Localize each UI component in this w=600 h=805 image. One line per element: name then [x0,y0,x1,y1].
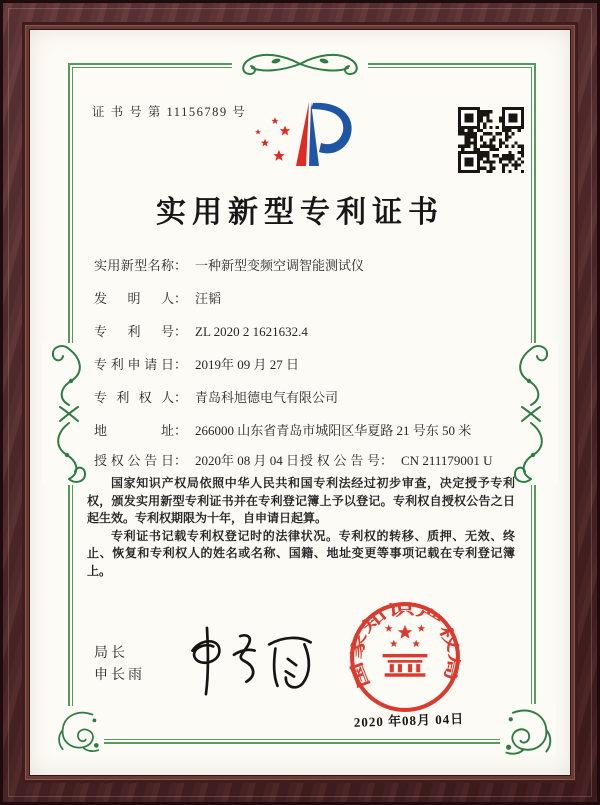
signer-title: 局长 [94,644,128,660]
field-row-grant [94,450,524,470]
field-label: 授权公告号 [300,453,380,468]
field-value: 一种新型变频空调智能测试仪 [195,258,365,273]
field-row-address [94,420,524,440]
field-value: 2019年 09 月 27 日 [195,357,300,372]
field-colon: ： [174,390,188,405]
field-label: 实用新型名称 [94,258,174,273]
legal-paragraph-1: 国家知识产权局依照中华人民共和国专利法经过初步审查，决定授予专利权，颁发实用新型专利证书并在专利登记簿上予以登记。专利权自授权公告之日起生效。专利权期限为十年，自申请日起算。 [87,476,515,525]
national-emblem-icon [383,624,428,676]
handwritten-signature-icon [180,623,320,699]
qr-code-icon [458,107,524,173]
certificate-paper [30,30,570,775]
field-value: 2020年 08 月 04 日 [195,453,300,468]
field-colon: ： [174,291,188,306]
field-label: 授权公告日 [94,453,174,468]
field-row-inventor [94,288,524,308]
field-colon: ： [174,258,188,273]
field-value: CN 211179001 U [401,453,493,468]
field-label: 地址 [94,423,174,438]
field-label: 专利权人 [94,390,174,405]
field-row-patent-number [94,321,524,341]
field-colon: ： [174,324,188,339]
field-value: 汪韬 [195,291,222,306]
seal-text: 国家知识产权局 [348,601,462,691]
seal-date: 2020 年08月 04日 [353,711,465,730]
field-row-filing-date [94,354,524,374]
floral-ornament-bottom-left [54,706,104,754]
field-colon: ： [380,453,394,468]
svg-text:国家知识产权局 [348,600,462,690]
signer-name: 申长雨 [94,666,145,682]
field-pair-grant-number [300,450,493,469]
field-row-patentee [94,387,524,407]
certificate-title: 实用新型专利证书 [156,196,444,229]
floral-ornament-bottom-right [500,704,556,756]
field-label: 发明人 [94,291,174,306]
flourish-ornament-top [232,46,368,82]
scroll-ornament-left [42,343,96,485]
cnipa-logo-icon [248,94,363,176]
field-row-model-name [94,255,524,275]
official-seal-icon [348,600,462,714]
field-colon: ： [174,453,188,468]
field-colon: ： [174,423,188,438]
field-value: 青岛科旭德电气有限公司 [195,390,339,405]
legal-paragraph-2: 专利证书记载专利权登记时的法律状况。专利权的转移、质押、无效、终止、恢复和专利权人的姓名或名称、国籍、地址变更等事项记载在专利登记簿上。 [87,528,515,578]
field-label: 专利号 [94,324,174,339]
certificate-number: 证 书 号 第 11156789 号 [92,105,247,119]
field-value: ZL 2020 2 1621632.4 [195,324,308,339]
field-value: 266000 山东省青岛市城阳区华夏路 21 号东 50 米 [195,423,472,438]
field-label: 专利申请日 [94,357,174,372]
legal-text [87,475,515,580]
field-colon: ： [174,357,188,372]
